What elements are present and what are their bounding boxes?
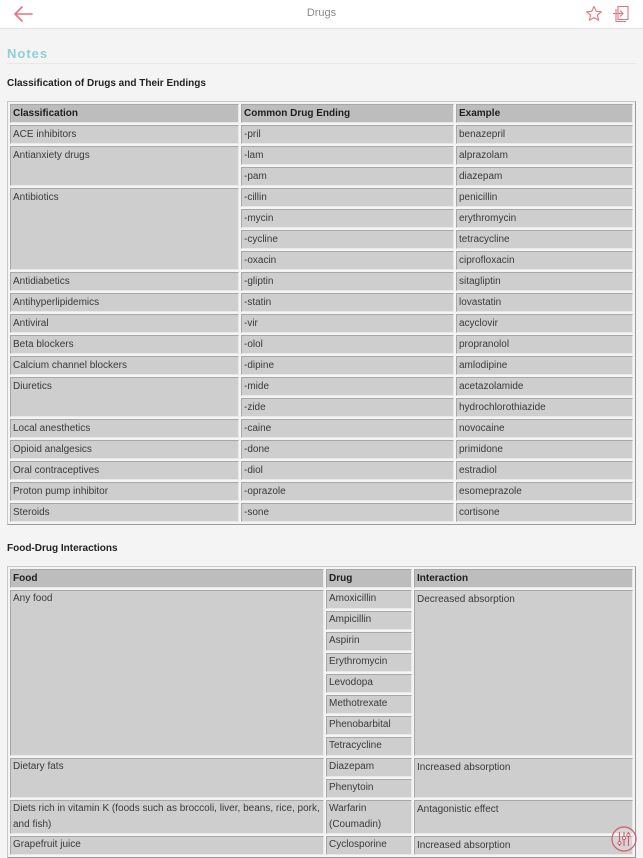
drug-cell: Aspirin <box>326 632 412 651</box>
drug-cell: Ampicillin <box>326 611 412 630</box>
example-cell: estradiol <box>456 461 633 480</box>
notes-heading: Notes <box>7 46 49 61</box>
table-row <box>10 419 633 438</box>
drug-ending-cell: -oprazole <box>241 482 454 501</box>
drug-ending-cell: -vir <box>241 314 454 333</box>
table-header-row <box>10 104 633 123</box>
table-row <box>10 800 633 834</box>
column-header-classification: Classification <box>10 104 239 123</box>
column-header-food: Food <box>10 569 324 588</box>
table-row <box>10 293 633 312</box>
drug-cell: Warfarin (Coumadin) <box>326 800 412 834</box>
table-row <box>10 836 633 855</box>
classification-cell: Antiviral <box>10 314 239 333</box>
classification-cell: Proton pump inhibitor <box>10 482 239 501</box>
classification-cell: Diuretics <box>10 377 239 417</box>
classification-cell: Antibiotics <box>10 188 239 270</box>
drug-cell: Levodopa <box>326 674 412 693</box>
column-header-interaction: Interaction <box>414 569 633 588</box>
food-cell: Grapefruit juice <box>10 836 324 855</box>
example-cell: tetracycline <box>456 230 633 249</box>
drug-ending-cell: -lam <box>241 146 454 165</box>
drug-ending-cell: -mide <box>241 377 454 396</box>
drug-cell: Phenobarbital <box>326 716 412 735</box>
sliders-icon[interactable] <box>611 826 637 852</box>
table-row <box>10 461 633 480</box>
table-row <box>10 590 633 609</box>
example-cell: alprazolam <box>456 146 633 165</box>
interaction-cell: Increased absorption <box>414 836 633 855</box>
interaction-cell: Antagonistic effect <box>414 800 633 834</box>
exit-icon[interactable] <box>612 5 630 23</box>
classification-table <box>7 101 636 525</box>
example-cell: lovastatin <box>456 293 633 312</box>
table-row <box>10 482 633 501</box>
classification-cell: Antihyperlipidemics <box>10 293 239 312</box>
classification-cell: Local anesthetics <box>10 419 239 438</box>
classification-cell: ACE inhibitors <box>10 125 239 144</box>
column-header-drug: Drug <box>326 569 412 588</box>
example-cell: primidone <box>456 440 633 459</box>
drug-ending-cell: -caine <box>241 419 454 438</box>
example-cell: benazepril <box>456 125 633 144</box>
example-cell: erythromycin <box>456 209 633 228</box>
drug-cell: Amoxicillin <box>326 590 412 609</box>
table-row <box>10 356 633 375</box>
drug-ending-cell: -statin <box>241 293 454 312</box>
interaction-cell: Decreased absorption <box>414 590 633 756</box>
classification-cell: Opioid analgesics <box>10 440 239 459</box>
classification-cell: Steroids <box>10 503 239 522</box>
classification-cell: Beta blockers <box>10 335 239 354</box>
example-cell: amlodipine <box>456 356 633 375</box>
star-icon[interactable] <box>585 5 603 23</box>
table-row <box>10 188 633 207</box>
example-cell: penicillin <box>456 188 633 207</box>
column-header-example: Example <box>456 104 633 123</box>
classification-cell: Antidiabetics <box>10 272 239 291</box>
drug-cell: Phenytoin <box>326 779 412 798</box>
table-row <box>10 146 633 165</box>
drug-cell: Tetracycline <box>326 737 412 756</box>
drug-cell: Diazepam <box>326 758 412 777</box>
page-title: Drugs <box>306 7 337 19</box>
classification-title: Classification of Drugs and Their Endings <box>7 78 206 89</box>
interactions-title: Food-Drug Interactions <box>7 543 118 554</box>
drug-cell: Erythromycin <box>326 653 412 672</box>
drug-ending-cell: -diol <box>241 461 454 480</box>
example-cell: sitagliptin <box>456 272 633 291</box>
example-cell: novocaine <box>456 419 633 438</box>
food-cell: Diets rich in vitamin K (foods such as broccoli, liver, beans, rice, pork, and fish) <box>10 800 324 834</box>
column-header-ending: Common Drug Ending <box>241 104 454 123</box>
example-cell: esomeprazole <box>456 482 633 501</box>
top-navigation-bar <box>0 0 643 29</box>
food-cell: Any food <box>10 590 324 756</box>
drug-ending-cell: -done <box>241 440 454 459</box>
drug-ending-cell: -gliptin <box>241 272 454 291</box>
drug-ending-cell: -oxacin <box>241 251 454 270</box>
table-row <box>10 125 633 144</box>
drug-ending-cell: -mycin <box>241 209 454 228</box>
table-row <box>10 335 633 354</box>
table-row <box>10 377 633 396</box>
table-row <box>10 503 633 522</box>
classification-cell: Antianxiety drugs <box>10 146 239 186</box>
drug-ending-cell: -cycline <box>241 230 454 249</box>
drug-cell: Methotrexate <box>326 695 412 714</box>
food-drug-interactions-table <box>7 566 636 858</box>
example-cell: propranolol <box>456 335 633 354</box>
example-cell: acyclovir <box>456 314 633 333</box>
drug-ending-cell: -olol <box>241 335 454 354</box>
divider <box>7 63 636 64</box>
drug-ending-cell: -pam <box>241 167 454 186</box>
table-header-row <box>10 569 633 588</box>
drug-ending-cell: -pril <box>241 125 454 144</box>
drug-ending-cell: -dipine <box>241 356 454 375</box>
example-cell: hydrochlorothiazide <box>456 398 633 417</box>
table-row <box>10 758 633 777</box>
drug-ending-cell: -sone <box>241 503 454 522</box>
classification-cell: Oral contraceptives <box>10 461 239 480</box>
example-cell: ciprofloxacin <box>456 251 633 270</box>
drug-cell: Cyclosporine <box>326 836 412 855</box>
example-cell: diazepam <box>456 167 633 186</box>
drug-ending-cell: -cillin <box>241 188 454 207</box>
table-row <box>10 272 633 291</box>
example-cell: acetazolamide <box>456 377 633 396</box>
drug-ending-cell: -zide <box>241 398 454 417</box>
interaction-cell: Increased absorption <box>414 758 633 798</box>
example-cell: cortisone <box>456 503 633 522</box>
food-cell: Dietary fats <box>10 758 324 798</box>
classification-cell: Calcium channel blockers <box>10 356 239 375</box>
table-row <box>10 314 633 333</box>
table-row <box>10 440 633 459</box>
